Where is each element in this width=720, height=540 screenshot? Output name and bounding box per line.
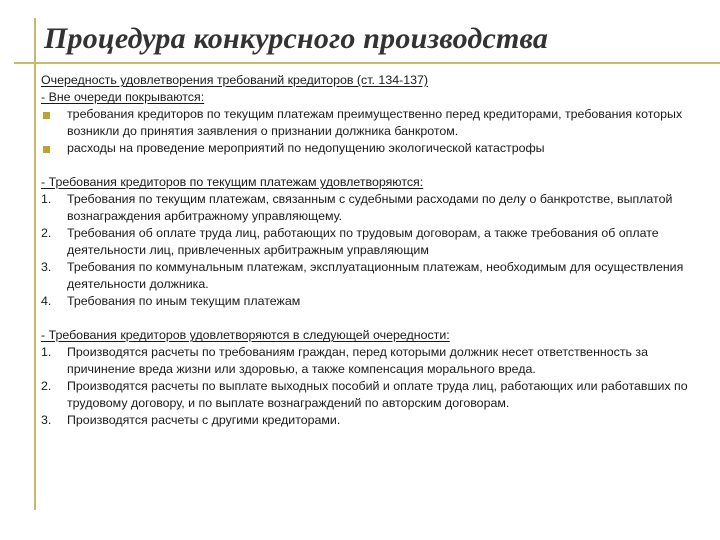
list-number: 3. xyxy=(41,413,52,427)
section2-heading: - Требования кредиторов по текущим платежам удовлетворяются: xyxy=(41,175,424,189)
list-item xyxy=(41,225,701,259)
list-number: 4. xyxy=(41,294,52,308)
list-number: 2. xyxy=(41,379,52,393)
list-number: 1. xyxy=(41,345,52,359)
list-item xyxy=(41,140,701,157)
list-item xyxy=(41,378,701,412)
list-item xyxy=(41,259,701,293)
list-item-text: расходы на проведение мероприятий по недопущению экологической катастрофы xyxy=(67,141,545,155)
list-item-text: требования кредиторов по текущим платежам преимущественно перед кредиторами, требования которых возникли до принятия заявления о признании должника банкротом. xyxy=(67,107,683,138)
list-item xyxy=(41,293,701,310)
title-underline xyxy=(14,62,720,64)
subtitle: Очередность удовлетворения требований кредиторов (ст. 134-137) xyxy=(41,73,429,87)
list-item-text: Требования об оплате труда лиц, работающих по трудовым договорам, а также требования об оплате деятельности лиц, привлеченных арбитражным управляющим xyxy=(67,226,659,257)
list-item-text: Требования по текущим платежам, связанным с судебными расходами по делу о банкротстве, выплатой вознаграждения арбитражному управляющему. xyxy=(67,192,673,223)
list-item-text: Требования по коммунальным платежам, эксплуатационным платежам, необходимым для осуществления деятельности должника. xyxy=(67,260,684,291)
list-item xyxy=(41,412,701,429)
page-title: Процедура конкурсного производства xyxy=(44,22,549,55)
list-number: 2. xyxy=(41,226,52,240)
square-bullet-icon xyxy=(41,106,67,140)
list-item xyxy=(41,106,701,140)
list-item-text: Производятся расчеты по требованиям граждан, перед которыми должник несет ответственность за причинение вреда жизни или здоровью, а также компенсация морального вреда. xyxy=(67,345,648,376)
list-item xyxy=(41,344,701,378)
list-item xyxy=(41,191,701,225)
section3-heading: - Требования кредиторов удовлетворяются в следующей очередности: xyxy=(41,328,450,342)
slide-body xyxy=(41,72,701,429)
list-number: 1. xyxy=(41,192,52,206)
list-item-text: Производятся расчеты по выплате выходных пособий и оплате труда лиц, работающих или работавших по трудовому договору, и по выплате вознаграждений по авторским договорам. xyxy=(67,379,688,410)
section1-heading: - Вне очереди покрываются: xyxy=(41,90,205,104)
list-number: 3. xyxy=(41,260,52,274)
left-rule xyxy=(34,18,36,510)
list-item-text: Производятся расчеты с другими кредиторами. xyxy=(67,413,341,427)
list-item-text: Требования по иным текущим платежам xyxy=(67,294,301,308)
square-bullet-icon xyxy=(41,140,67,157)
